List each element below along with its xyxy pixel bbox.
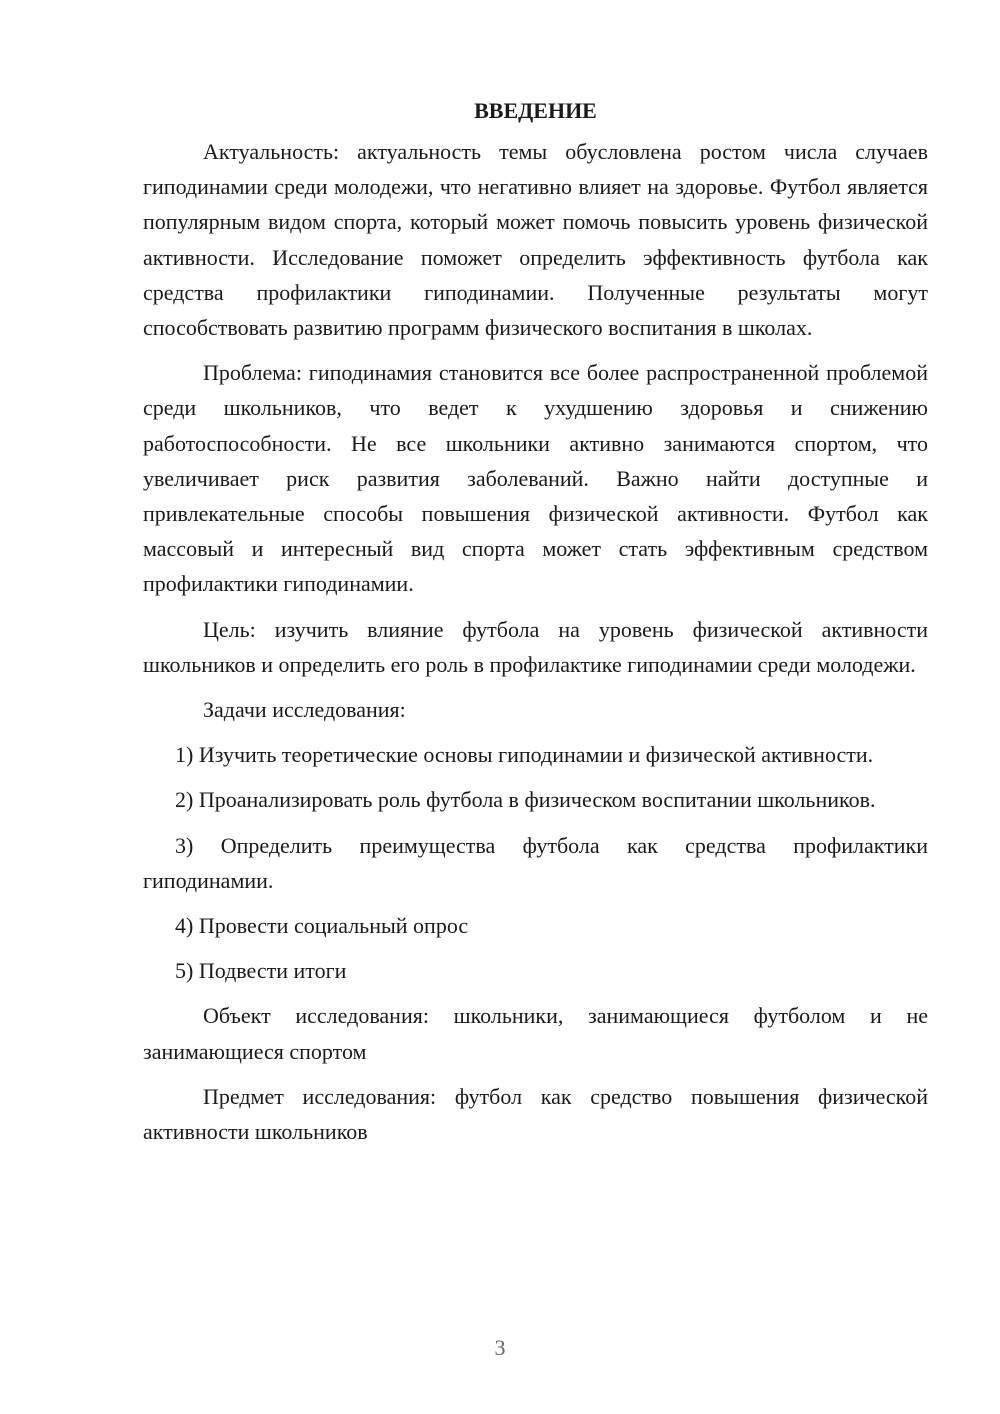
goal-paragraph: Цель: изучить влияние футбола на уровень физической активности школьников и определить его роль в профилактике гиподинамии среди молодежи. bbox=[143, 616, 928, 677]
task-item-4: 4) Провести социальный опрос bbox=[175, 913, 469, 939]
tasks-heading: Задачи исследования: bbox=[203, 697, 406, 723]
document-page bbox=[143, 96, 928, 1159]
problem-paragraph: Проблема: гиподинамия становится все более распространенной проблемой среди школьников, что ведет к ухудшению здоровья и снижению работоспособности. Не все школьники активно занимаются спортом, что увеличивает риск развития заболеваний. Важно найти доступные и привлекательные способы повышения физической активности. Футбол как массовый и интересный вид спорта может стать эффективным средством профилактики гиподинамии. bbox=[143, 360, 928, 597]
section-title: ВВЕДЕНИЕ bbox=[474, 98, 597, 123]
task-item-2: 2) Проанализировать роль футбола в физическом воспитании школьников. bbox=[175, 787, 876, 813]
task-item-5: 5) Подвести итоги bbox=[175, 958, 347, 984]
subject-paragraph: Предмет исследования: футбол как средство повышения физической активности школьников bbox=[143, 1083, 928, 1145]
page-number: 3 bbox=[494, 1335, 506, 1360]
object-paragraph: Объект исследования: школьники, занимающиеся футболом и не занимающиеся спортом bbox=[143, 1003, 928, 1064]
task-item-3: 3) Определить преимущества футбола как средства профилактики гиподинамии. bbox=[143, 832, 928, 893]
relevance-paragraph: Актуальность: актуальность темы обусловлена ростом числа случаев гиподинамии среди молодежи, что негативно влияет на здоровье. Футбол является популярным видом спорта, который может помочь повысить уровень физической активности. Исследование поможет определить эффективность футбола как средства профилактики гиподинамии. Полученные результаты могут способствовать развитию программ физического воспитания в школах. bbox=[143, 139, 928, 341]
task-item-1: 1) Изучить теоретические основы гиподинамии и физической активности. bbox=[175, 742, 874, 768]
